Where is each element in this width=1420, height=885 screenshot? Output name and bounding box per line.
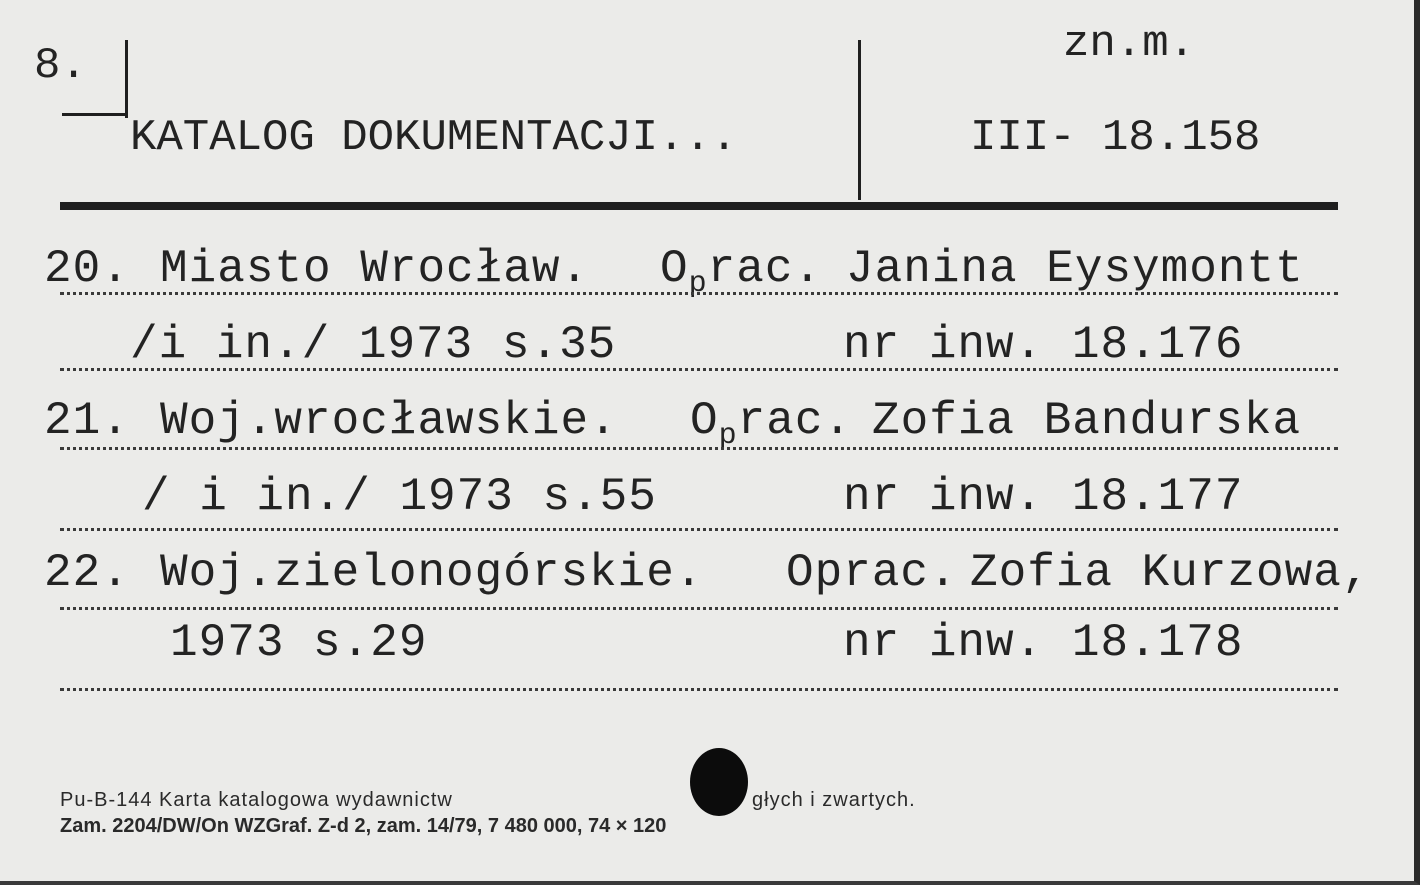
entry-rule	[60, 368, 1338, 371]
header-tick-vertical	[125, 40, 128, 118]
entry-rule	[60, 607, 1338, 610]
shelf-mark-label: zn.m.	[1063, 19, 1196, 69]
entry-oprac: $O_prac$.	[660, 243, 823, 301]
entry-details: 1973 s.29	[170, 617, 428, 669]
footer-line-2: Zam. 2204/DW/On WZGraf. Z-d 2, zam. 14/79, 7 480 000, 74 × 120	[60, 815, 667, 837]
footer-line-1-left: Pu-B-144 Karta katalogowa wydawnictw	[60, 789, 453, 811]
entry-rule	[60, 688, 1338, 691]
entry-inventory: nr inw. 18.176	[843, 319, 1244, 371]
entry-author: Zofia Kurzowa,	[970, 547, 1371, 599]
entry-oprac: Oprac.	[786, 547, 958, 599]
entry-title: Woj.wrocławskie.	[160, 395, 618, 447]
entry-inventory: nr inw. 18.177	[843, 471, 1244, 523]
entry-author: Zofia Bandurska	[872, 395, 1302, 447]
card-number: 8.	[34, 41, 87, 91]
header-divider	[858, 40, 861, 200]
entry-rule	[60, 447, 1338, 450]
entry-oprac: $O_prac$.	[690, 395, 853, 453]
header-tick-horizontal	[62, 113, 128, 116]
shelf-mark: III- 18.158	[970, 113, 1261, 163]
entry-rule	[60, 528, 1338, 531]
entry-number: 21.	[44, 395, 130, 447]
entry-number: 20.	[44, 243, 130, 295]
entry-inventory: nr inw. 18.178	[843, 617, 1244, 669]
entry-details: /i in./ 1973 s.35	[130, 319, 617, 371]
entry-title: Miasto Wrocław.	[160, 243, 590, 295]
entry-rule	[60, 292, 1338, 295]
catalog-title: KATALOG DOKUMENTACJI...	[130, 113, 738, 163]
entry-author: Janina Eysymontt	[846, 243, 1304, 295]
entry-title: Woj.zielonogórskie.	[160, 547, 704, 599]
entry-details: / i in./ 1973 s.55	[142, 471, 657, 523]
header-rule	[60, 202, 1338, 210]
entry-number: 22.	[44, 547, 130, 599]
punch-hole	[690, 748, 748, 816]
footer-line-1-right: głych i zwartych.	[752, 789, 916, 811]
